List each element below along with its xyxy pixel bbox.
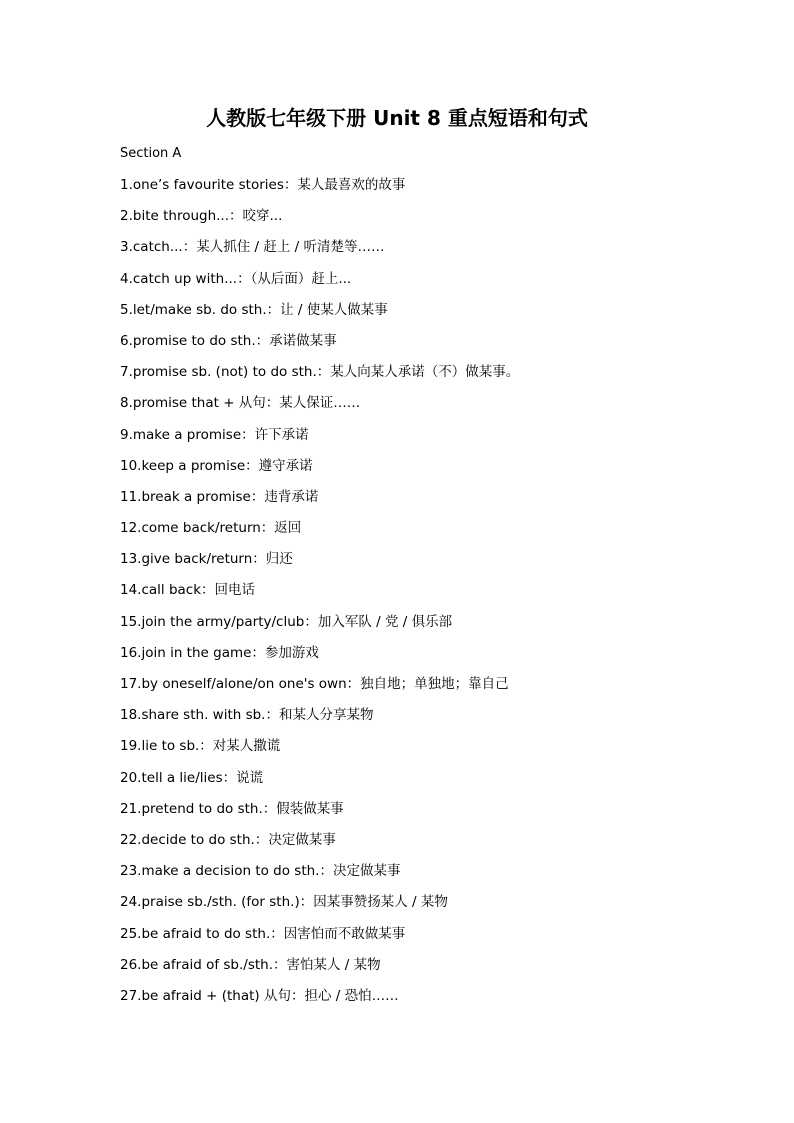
- list-item: 21.pretend to do sth.：假装做某事: [120, 800, 344, 817]
- list-item: 11.break a promise：违背承诺: [120, 488, 319, 505]
- list-item: 6.promise to do sth.：承诺做某事: [120, 332, 337, 349]
- phrase-list: [120, 174, 519, 1016]
- list-item: 9.make a promise：许下承诺: [120, 426, 309, 443]
- list-item: 13.give back/return：归还: [120, 551, 293, 568]
- list-item: 15.join the army/party/club：加入军队 / 党 / 俱乐部: [120, 613, 453, 630]
- list-item: 16.join in the game：参加游戏: [120, 644, 319, 661]
- list-item: 10.keep a promise：遵守承诺: [120, 457, 313, 474]
- list-item: 2.bite through...：咬穿...: [120, 208, 283, 225]
- section-heading: Section A: [120, 146, 182, 161]
- list-item: 14.call back：回电话: [120, 582, 256, 599]
- list-item: 27.be afraid + (that) 从句：担心 / 恐怕……: [120, 987, 399, 1004]
- list-item: 5.let/make sb. do sth.：让 / 使某人做某事: [120, 301, 388, 318]
- list-item: 4.catch up with...：（从后面）赶上...: [120, 270, 352, 287]
- list-item: 3.catch...：某人抓住 / 赶上 / 听清楚等……: [120, 239, 385, 256]
- list-item: 26.be afraid of sb./sth.：害怕某人 / 某物: [120, 956, 381, 973]
- document-title: 人教版七年级下册 Unit 8 重点短语和句式: [206, 106, 588, 130]
- list-item: 1.one’s favourite stories：某人最喜欢的故事: [120, 177, 406, 193]
- list-item: 25.be afraid to do sth.：因害怕而不敢做某事: [120, 925, 406, 942]
- list-item: 20.tell a lie/lies：说谎: [120, 769, 264, 786]
- list-item: 12.come back/return：返回: [120, 520, 302, 537]
- list-item: 8.promise that + 从句：某人保证……: [120, 395, 361, 412]
- list-item: 7.promise sb. (not) to do sth.：某人向某人承诺（不）做某事。: [120, 364, 520, 381]
- list-item: 23.make a decision to do sth.：决定做某事: [120, 863, 401, 880]
- list-item: 22.decide to do sth.：决定做某事: [120, 831, 336, 848]
- list-item: 19.lie to sb.：对某人撒谎: [120, 738, 281, 755]
- list-item: 24.praise sb./sth. (for sth.)：因某事赞扬某人 / 某物: [120, 894, 448, 911]
- list-item: 17.by oneself/alone/on one's own：独自地；单独地；靠自己: [120, 676, 509, 692]
- list-item: 18.share sth. with sb.：和某人分享某物: [120, 707, 374, 724]
